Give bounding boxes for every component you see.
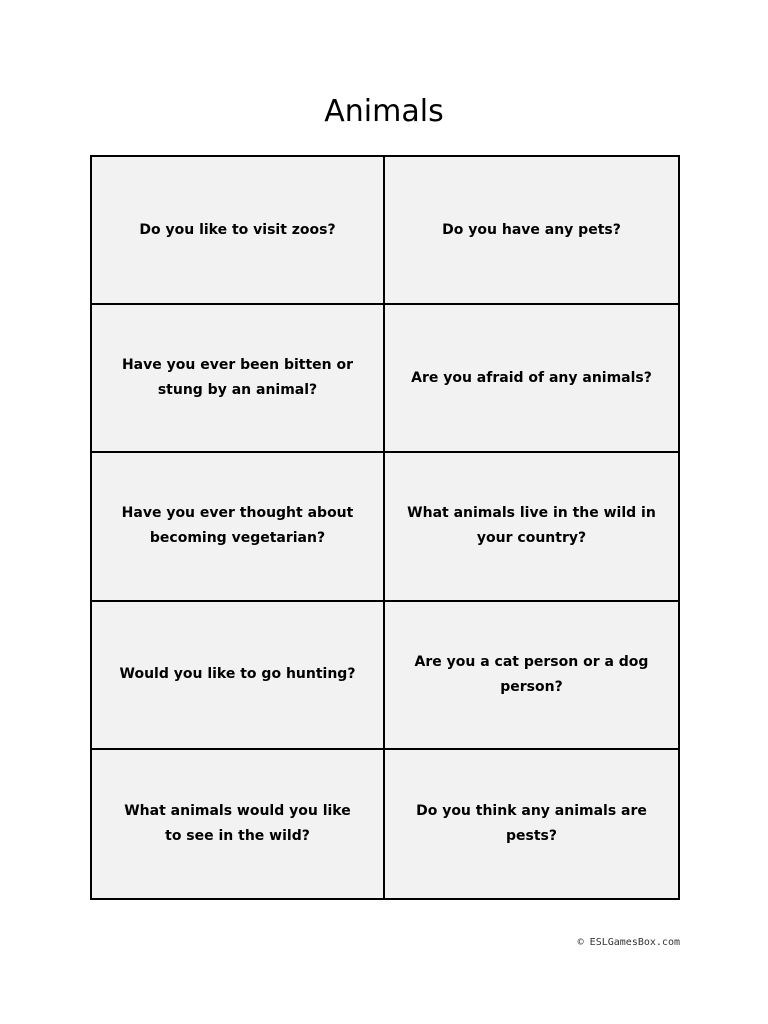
question-card: Have you ever been bitten or stung by an animal?	[92, 305, 385, 453]
question-card-grid	[90, 155, 680, 900]
copyright-footer: © ESLGamesBox.com	[577, 937, 680, 948]
question-card: Do you have any pets?	[385, 157, 678, 305]
question-card: What animals would you like to see in the wild?	[92, 750, 385, 898]
question-card: What animals live in the wild in your country?	[385, 453, 678, 601]
question-card: Do you like to visit zoos?	[92, 157, 385, 305]
question-card: Have you ever thought about becoming vegetarian?	[92, 453, 385, 601]
question-card: Are you a cat person or a dog person?	[385, 602, 678, 750]
question-card: Would you like to go hunting?	[92, 602, 385, 750]
question-card: Do you think any animals are pests?	[416, 802, 647, 844]
question-card: Are you afraid of any animals?	[385, 305, 678, 453]
page-title: Animals	[324, 94, 444, 129]
